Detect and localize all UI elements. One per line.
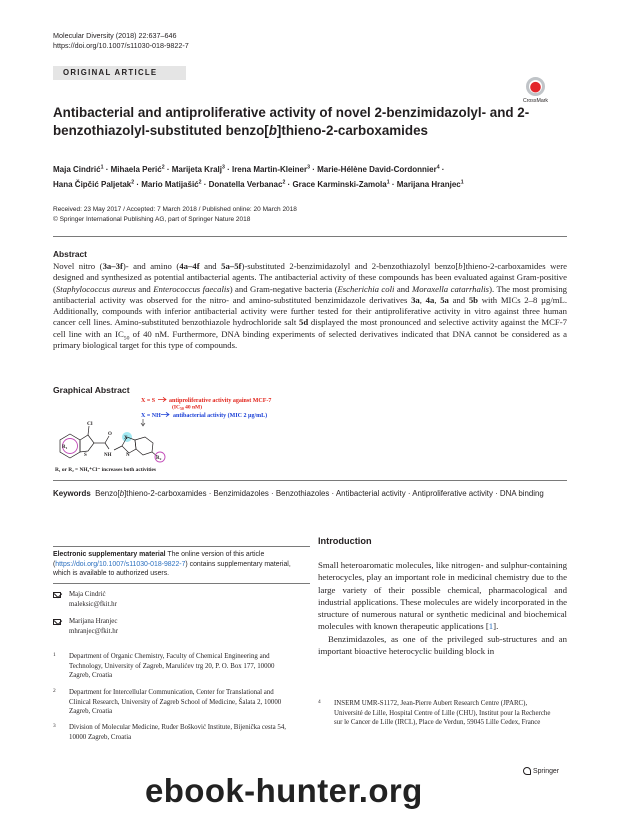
author[interactable]: Marijana Hranjec$^1$	[396, 178, 464, 189]
contact-name: Maja Cindrić	[69, 591, 106, 598]
ga-n-atom: N	[126, 453, 130, 458]
author[interactable]: Donatella Verbanac$^2$	[208, 178, 286, 189]
crossmark-badge[interactable]	[511, 77, 560, 104]
divider	[53, 236, 567, 237]
ga-arrow-nh	[161, 412, 169, 416]
ga-cl-atom: Cl	[87, 421, 93, 427]
author-affiliation-marker: 3	[221, 164, 225, 171]
ga-down-arrow	[141, 419, 145, 426]
author-separator: ·	[164, 165, 172, 174]
keywords-label: Keywords	[53, 489, 91, 498]
ga-s-label: X = S	[141, 398, 156, 404]
author[interactable]: Grace Karminski-Zamola$^1$	[292, 178, 390, 189]
author-affiliation-marker: 4	[436, 164, 440, 171]
publisher-name: Springer	[533, 767, 560, 775]
author-affiliation-marker: 1	[386, 178, 390, 185]
author-affiliation-marker: 2	[131, 178, 135, 185]
article-type: ORIGINAL ARTICLE	[63, 68, 158, 77]
author[interactable]: Marie-Hélène David-Cordonnier$^4$	[317, 164, 440, 174]
ga-x-atom: X	[124, 436, 128, 441]
crossmark-icon[interactable]	[526, 77, 545, 96]
esm-link[interactable]: https://doi.org/10.1007/s11030-018-9822-7	[55, 560, 186, 568]
journal-citation: Molecular Diversity (2018) 22:637–646	[53, 31, 177, 40]
divider	[53, 480, 567, 481]
ga-cl-bond	[88, 426, 89, 435]
author[interactable]: Mihaela Perić$^2$	[110, 164, 165, 174]
divider	[53, 546, 310, 547]
author[interactable]: Maja Cindrić$^1$	[53, 164, 104, 174]
contact-email[interactable]: mhranjec@fkit.hr	[69, 627, 119, 635]
copyright-line: © Springer International Publishing AG, part of Springer Nature 2018	[53, 215, 251, 223]
author-separator: ·	[103, 165, 111, 174]
affiliation-number: 2	[53, 688, 56, 694]
author-affiliation-marker: 2	[282, 178, 286, 185]
author-affiliation-marker: 1	[100, 164, 104, 171]
graphical-abstract-heading: Graphical Abstract	[53, 385, 130, 395]
affiliation-text: INSERM UMR-S1172, Jean-Pierre Aubert Research Centre (JPARC), Université de Lille, Hospital Centre of Lille (CHU), Institut pour la Recherche sur le Cancer de Lille (IRCL), Place de Verdun, 59045 Lille Cedex, France	[334, 700, 551, 727]
author-affiliation-marker: 2	[198, 178, 202, 185]
esm-note: Electronic supplementary material The online version of this article (https://doi.org/10.1007/s11030-018-9822-7) contains supplementary material, which is available to authorized users.	[53, 551, 291, 578]
intro-paragraph-1: Small heteroaromatic molecules, like nitrogen- and sulphur-containing heterocycles, play an important role in medicinal chemistry due to the large variety of their possible chemical, pharmacological and industrial applications. These molecules are widely incorporated in the structure of numerous natural or synthetic medicinal and biochemical molecules with known therapeutic applications [1].	[318, 560, 567, 632]
affiliation-3	[53, 723, 293, 742]
envelope-icon	[53, 592, 61, 598]
ga-nh-atom: NH	[104, 453, 112, 458]
envelope-icon	[53, 619, 61, 625]
ga-s-ic50: ($IC_{50}$ 40 nM)	[172, 404, 203, 411]
author[interactable]: Marijeta Kralj$^3$	[171, 164, 225, 174]
author-separator: ·	[224, 165, 232, 174]
contact-2	[53, 617, 303, 636]
author-separator: ·	[439, 165, 445, 174]
ga-link-bond	[114, 446, 122, 450]
ga-r1-label: $R_1$	[62, 445, 68, 450]
author-separator: ·	[134, 179, 142, 189]
journal-header	[53, 31, 189, 51]
affiliation-1	[53, 652, 293, 681]
publisher-logo	[523, 767, 559, 775]
ga-s-activity: antiproliferative activity against MCF-7	[169, 398, 272, 404]
ga-o-atom: O	[108, 432, 112, 437]
article-title: Antibacterial and antiproliferative activity of novel 2-benzimidazolyl- and 2-benzothiazolyl-substituted benzo[b]thieno-2-carboxamides	[53, 105, 530, 138]
ga-thiophene-ring	[80, 435, 94, 452]
contact-email[interactable]: maleksic@fkit.hr	[69, 600, 117, 608]
author[interactable]: Hana Čipčić Paljetak$^2$	[53, 178, 135, 189]
affiliation-text: Department for Intercellular Communication, Center for Translational and Clinical Research, University of Zagreb School of Medicine, Šalata 2, 10000 Zagreb, Croatia	[69, 689, 282, 716]
ga-arrow-s	[158, 397, 166, 401]
affiliation-2	[53, 688, 293, 717]
introduction-heading: Introduction	[318, 536, 372, 546]
publication-dates	[53, 205, 297, 224]
crossmark-label: CrossMark	[522, 98, 549, 104]
graphical-abstract-figure	[53, 394, 303, 474]
contact-1	[53, 590, 303, 609]
abstract-heading: Abstract	[53, 249, 87, 259]
author[interactable]: Mario Matijašić$^2$	[141, 178, 202, 189]
journal-doi[interactable]: https://doi.org/10.1007/s11030-018-9822-7	[53, 41, 189, 50]
ga-nh-activity: antibacterial activity (MIC 2 µg/mL)	[173, 413, 268, 419]
affiliation-text: Department of Organic Chemistry, Faculty of Chemical Engineering and Technology, University of Zagreb, Marulićev trg 20, P. O. Box 177, 10000 Zagreb, Croatia	[69, 653, 275, 680]
ga-carbonyl-bond	[105, 436, 109, 443]
ga-note: R₁ or R₂ = NH₃⁺Cl⁻ increases both activities	[55, 467, 157, 473]
author-list	[53, 163, 568, 192]
author-affiliation-marker: 1	[460, 178, 464, 185]
author-separator: ·	[389, 179, 397, 189]
introduction-text	[318, 559, 567, 657]
intro-paragraph-2: Benzimidazoles, as one of the privileged sub-structures and an important bioactive heterocyclic building block in	[318, 633, 567, 656]
ga-benzene-ring-right	[135, 437, 153, 455]
author-separator: ·	[310, 165, 318, 174]
author[interactable]: Irena Martin-Kleiner$^3$	[231, 164, 310, 174]
affiliation-number: 3	[53, 723, 56, 729]
ga-nh-bond	[105, 443, 109, 449]
springer-horse-icon	[523, 767, 531, 775]
affiliation-number: 4	[318, 699, 321, 705]
author-separator: ·	[201, 179, 209, 189]
affiliation-number: 1	[53, 652, 56, 658]
citation-link[interactable]: 1	[488, 621, 494, 632]
ga-r2-label: $R_2$	[156, 456, 162, 461]
abstract-text: Novel nitro (3a–3f)- and amino (4a–4f and 5a–5f)-substituted 2-benzimidazolyl and 2-benzothiazolyl benzo[b]thieno-2-carboxamides were designed and synthesized as potential antibacterial agents. The antibacterial activity of these compounds has been evaluated against Gram-positive (Staphylococcus aureus and Enterococcus faecalis) and Gram-negative bacteria (Escherichia coli and Moraxella catarrhalis). The most promising antibacterial activity was observed for the nitro- and amino-substituted benzimidazole derivatives 3a, 4a, 5a and 5b with MICs 2–8 µg/mL. Additionally, compounds with inferior antibacterial activity were further tested for their antiproliferative activity in vitro against three human cancer cell lines. Amino-substituted benzothiazole hydrochloride salt 5d displayed the most pronounced and selective activity against the MCF-7 cell line with an $IC_{50}$ of 40 nM. Furthermore, DNA binding experiments of selected derivatives indicated that DNA cannot be considered as a primary biological target for this type of compounds.	[53, 261, 568, 350]
contact-name: Marijana Hranjec	[69, 618, 118, 625]
author-separator: ·	[285, 179, 293, 189]
author-affiliation-marker: 3	[307, 164, 310, 171]
ga-s-atom: S	[84, 453, 87, 458]
author-affiliation-marker: 2	[161, 164, 165, 171]
watermark: ebook-hunter.org	[145, 772, 423, 809]
affiliation-text: Division of Molecular Medicine, Ruđer Bošković Institute, Bijenička cesta 54, 10000 Zagreb, Croatia	[69, 724, 287, 741]
keywords: Keywords Benzo[b]thieno-2-carboxamides · Benzimidazoles · Benzothiazoles · Antibacterial activity · Antiproliferative activity · DNA binding	[53, 489, 544, 498]
divider	[53, 583, 310, 584]
ga-nh-label: X = NH	[141, 413, 161, 419]
affiliation-4	[318, 699, 556, 728]
dates-line: Received: 23 May 2017 / Accepted: 7 March 2018 / Published online: 20 March 2018	[53, 206, 297, 213]
